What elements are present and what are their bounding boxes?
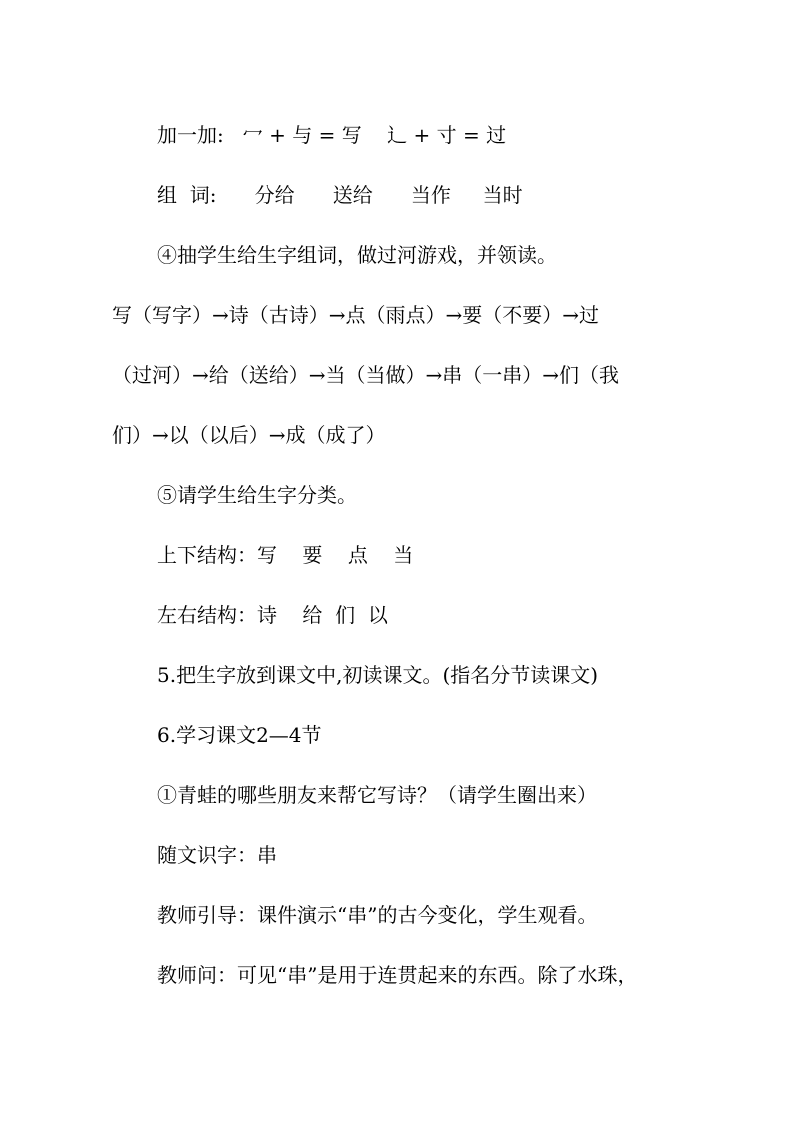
text-line-character-learning: 随文识字：串 xyxy=(157,843,277,867)
text-line-add-radicals: 加一加: 冖 + 与 = 写 辶 + 寸 = 过 xyxy=(157,123,507,147)
text-line-word-groups: 组 词: 分给 送给 当作 当时 xyxy=(157,183,523,207)
text-line-teacher-question: 教师问：可见“串”是用于连贯起来的东西。除了水珠， xyxy=(157,963,638,987)
text-line-section-5: 5.把生字放到课文中,初读课文。(指名分节读课文) xyxy=(157,663,599,687)
text-line-chain-2: （过河）→给（送给）→当（当做）→串（一串）→们（我 xyxy=(112,363,620,387)
text-line-step-5: ⑤请学生给生字分类。 xyxy=(157,483,357,507)
text-line-step-4: ④抽学生给生字组词，做过河游戏，并领读。 xyxy=(157,243,557,267)
text-line-chain-3: 们）→以（以后）→成（成了） xyxy=(112,423,386,447)
text-line-chain-1: 写（写字）→诗（古诗）→点（雨点）→要（不要）→过 xyxy=(112,303,600,327)
text-line-top-bottom-structure: 上下结构：写 要 点 当 xyxy=(157,543,414,567)
text-line-teacher-guide: 教师引导：课件演示“串”的古今变化，学生观看。 xyxy=(157,903,598,927)
text-line-section-6: 6.学习课文2—4节 xyxy=(157,723,322,747)
text-line-question-1: ①青蛙的哪些朋友来帮它写诗？（请学生圈出来） xyxy=(157,783,597,807)
text-line-left-right-structure: 左右结构：诗 给 们 以 xyxy=(157,603,388,627)
